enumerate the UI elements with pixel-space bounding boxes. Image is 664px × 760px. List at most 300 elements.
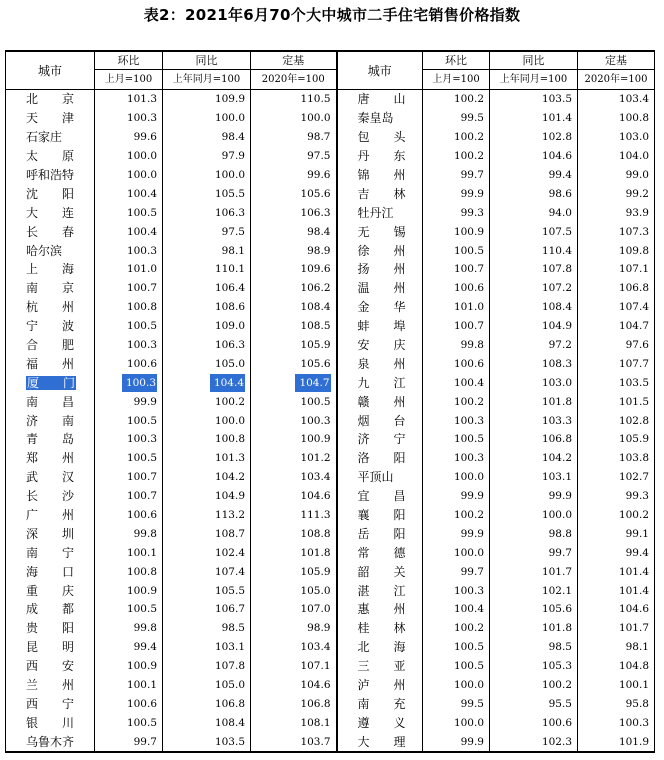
left-yoy-value: 110.1 (163, 260, 251, 279)
table-row (6, 411, 655, 430)
left-yoy-value: 106.7 (163, 600, 251, 619)
left-yoy-value: 109.0 (163, 317, 251, 336)
right-base-value: 102.7 (578, 468, 655, 487)
left-mom-value: 100.3 (95, 109, 163, 128)
right-yoy-value: 107.2 (490, 279, 578, 298)
left-mom-value: 100.4 (95, 184, 163, 203)
right-yoy-value: 103.3 (490, 411, 578, 430)
table-row (6, 166, 655, 185)
left-mom-value: 100.6 (95, 695, 163, 714)
left-base-value: 101.8 (251, 543, 337, 562)
left-city-name: 长 春 (6, 222, 95, 241)
header-yoy-left: 同比 (163, 51, 251, 70)
left-base-value: 107.0 (251, 600, 337, 619)
header-yoy-right: 同比 (490, 51, 578, 70)
right-mom-value: 100.2 (423, 392, 490, 411)
right-city-name: 徐 州 (337, 241, 423, 260)
header-base-right: 定基 (578, 51, 655, 70)
table-row (6, 638, 655, 657)
left-mom-value: 100.8 (95, 562, 163, 581)
right-city-name: 蚌 埠 (337, 317, 423, 336)
table-row (6, 241, 655, 260)
table-row (6, 581, 655, 600)
right-base-value: 100.3 (578, 713, 655, 732)
right-yoy-value: 105.6 (490, 600, 578, 619)
selected-base-value: 104.7 (295, 374, 330, 392)
left-mom-value: 100.0 (95, 147, 163, 166)
right-city-name: 济 宁 (337, 430, 423, 449)
right-city-name: 烟 台 (337, 411, 423, 430)
right-city-name: 扬 州 (337, 260, 423, 279)
left-city-name: 太 原 (6, 147, 95, 166)
left-base-value: 105.6 (251, 184, 337, 203)
left-mom-value: 100.0 (95, 166, 163, 185)
left-base-value: 105.9 (251, 562, 337, 581)
selected-mom-value: 100.3 (122, 374, 157, 392)
right-mom-value: 100.3 (423, 411, 490, 430)
left-base-value: 103.4 (251, 468, 337, 487)
right-mom-value: 99.9 (423, 487, 490, 506)
left-yoy-value: 97.5 (163, 222, 251, 241)
header-base-sub-right: 2020年=100 (578, 70, 655, 90)
right-base-value: 104.7 (578, 317, 655, 336)
right-base-value: 107.7 (578, 354, 655, 373)
right-yoy-value: 107.8 (490, 260, 578, 279)
right-mom-value: 100.5 (423, 241, 490, 260)
left-yoy-value: 105.0 (163, 354, 251, 373)
left-city-name: 深 圳 (6, 524, 95, 543)
left-mom-value: 100.1 (95, 676, 163, 695)
left-city-name: 哈尔滨 (6, 241, 95, 260)
right-yoy-value: 95.5 (490, 695, 578, 714)
right-mom-value: 100.0 (423, 676, 490, 695)
left-yoy-value: 106.4 (163, 279, 251, 298)
right-yoy-value: 97.2 (490, 336, 578, 355)
left-yoy-value: 103.1 (163, 638, 251, 657)
right-base-value: 99.2 (578, 184, 655, 203)
left-base-value: 108.4 (251, 298, 337, 317)
left-city-name: 南 宁 (6, 543, 95, 562)
left-base-value: 98.9 (251, 241, 337, 260)
right-mom-value: 100.2 (423, 147, 490, 166)
header-city-left: 城市 (6, 51, 95, 90)
header-yoy-sub-left: 上年同月=100 (163, 70, 251, 90)
left-yoy-value: 109.9 (163, 90, 251, 109)
header-mom-sub-right: 上月=100 (423, 70, 490, 90)
left-mom-value: 100.3 (95, 336, 163, 355)
right-mom-value: 100.0 (423, 713, 490, 732)
right-city-name: 丹 东 (337, 147, 423, 166)
left-city-name: 西 宁 (6, 695, 95, 714)
right-base-value: 101.5 (578, 392, 655, 411)
left-mom-value: 101.3 (95, 90, 163, 109)
right-yoy-value: 106.8 (490, 430, 578, 449)
left-city-name: 重 庆 (6, 581, 95, 600)
right-yoy-value: 110.4 (490, 241, 578, 260)
right-yoy-value: 99.4 (490, 166, 578, 185)
right-mom-value: 100.7 (423, 317, 490, 336)
left-mom-value: 100.7 (95, 279, 163, 298)
right-yoy-value: 102.3 (490, 732, 578, 752)
right-city-name: 无 锡 (337, 222, 423, 241)
right-base-value: 106.8 (578, 279, 655, 298)
table-row (6, 222, 655, 241)
right-city-name: 牡丹江 (337, 203, 423, 222)
table-row (6, 184, 655, 203)
right-yoy-value: 108.4 (490, 298, 578, 317)
right-base-value: 104.8 (578, 657, 655, 676)
right-mom-value: 100.0 (423, 543, 490, 562)
table-row (6, 562, 655, 581)
left-yoy-value: 106.8 (163, 695, 251, 714)
left-city-name: 大 连 (6, 203, 95, 222)
right-yoy-value: 103.1 (490, 468, 578, 487)
right-yoy-value: 104.9 (490, 317, 578, 336)
table-row (6, 524, 655, 543)
left-mom-value: 99.4 (95, 638, 163, 657)
right-base-value: 97.6 (578, 336, 655, 355)
right-yoy-value: 104.2 (490, 449, 578, 468)
right-yoy-value: 101.8 (490, 619, 578, 638)
left-base-value: 105.6 (251, 354, 337, 373)
left-yoy-value: 98.4 (163, 128, 251, 147)
left-yoy-value (163, 373, 251, 392)
left-yoy-value: 100.8 (163, 430, 251, 449)
left-yoy-value: 100.2 (163, 392, 251, 411)
right-mom-value: 100.0 (423, 468, 490, 487)
left-city-name: 兰 州 (6, 676, 95, 695)
table-body (6, 90, 655, 753)
right-yoy-value: 100.0 (490, 506, 578, 525)
right-yoy-value: 99.9 (490, 487, 578, 506)
table-row (6, 392, 655, 411)
left-yoy-value: 105.5 (163, 184, 251, 203)
left-base-value: 100.3 (251, 411, 337, 430)
right-city-name: 洛 阳 (337, 449, 423, 468)
left-yoy-value: 107.4 (163, 562, 251, 581)
right-yoy-value: 98.5 (490, 638, 578, 657)
right-city-name: 平顶山 (337, 468, 423, 487)
right-yoy-value: 105.3 (490, 657, 578, 676)
right-mom-value: 99.3 (423, 203, 490, 222)
right-city-name: 安 庆 (337, 336, 423, 355)
right-base-value: 101.7 (578, 619, 655, 638)
table-row (6, 128, 655, 147)
right-city-name: 韶 关 (337, 562, 423, 581)
table-row (6, 468, 655, 487)
table-row (6, 147, 655, 166)
right-city-name: 岳 阳 (337, 524, 423, 543)
right-yoy-value: 102.1 (490, 581, 578, 600)
table-row (6, 279, 655, 298)
right-base-value: 93.9 (578, 203, 655, 222)
left-city-name: 广 州 (6, 506, 95, 525)
right-city-name: 桂 林 (337, 619, 423, 638)
header-yoy-sub-right: 上年同月=100 (490, 70, 578, 90)
left-base-value (251, 373, 337, 392)
left-yoy-value: 106.3 (163, 336, 251, 355)
right-city-name: 三 亚 (337, 657, 423, 676)
left-city-name: 宁 波 (6, 317, 95, 336)
right-base-value: 100.2 (578, 506, 655, 525)
left-base-value: 105.9 (251, 336, 337, 355)
left-yoy-value: 102.4 (163, 543, 251, 562)
left-city-name: 南 京 (6, 279, 95, 298)
right-yoy-value: 94.0 (490, 203, 578, 222)
left-base-value: 98.7 (251, 128, 337, 147)
right-city-name: 惠 州 (337, 600, 423, 619)
table-row (6, 449, 655, 468)
left-base-value: 106.3 (251, 203, 337, 222)
right-base-value: 104.0 (578, 147, 655, 166)
right-yoy-value: 108.3 (490, 354, 578, 373)
left-mom-value: 99.9 (95, 392, 163, 411)
right-mom-value: 100.9 (423, 222, 490, 241)
left-city-name: 沈 阳 (6, 184, 95, 203)
left-base-value: 103.4 (251, 638, 337, 657)
left-city-name: 昆 明 (6, 638, 95, 657)
left-yoy-value: 105.0 (163, 676, 251, 695)
left-base-value: 97.5 (251, 147, 337, 166)
left-mom-value: 100.9 (95, 657, 163, 676)
right-base-value: 100.8 (578, 109, 655, 128)
left-city-name: 呼和浩特 (6, 166, 95, 185)
right-base-value: 102.8 (578, 411, 655, 430)
right-mom-value: 99.5 (423, 109, 490, 128)
right-yoy-value: 102.8 (490, 128, 578, 147)
left-base-value: 98.4 (251, 222, 337, 241)
table-row (6, 109, 655, 128)
left-yoy-value: 103.5 (163, 732, 251, 752)
table-row (6, 732, 655, 752)
table-row (6, 600, 655, 619)
left-base-value: 100.9 (251, 430, 337, 449)
left-city-name: 青 岛 (6, 430, 95, 449)
left-base-value: 108.5 (251, 317, 337, 336)
right-city-name: 北 海 (337, 638, 423, 657)
left-city-name: 银 川 (6, 713, 95, 732)
left-city-name: 贵 阳 (6, 619, 95, 638)
right-city-name: 遵 义 (337, 713, 423, 732)
right-mom-value: 100.4 (423, 600, 490, 619)
right-base-value: 105.9 (578, 430, 655, 449)
right-city-name: 大 理 (337, 732, 423, 752)
left-city-name: 乌鲁木齐 (6, 732, 95, 752)
left-mom-value: 100.3 (95, 430, 163, 449)
right-yoy-value: 98.8 (490, 524, 578, 543)
left-yoy-value: 108.4 (163, 713, 251, 732)
right-base-value: 109.8 (578, 241, 655, 260)
right-base-value: 99.1 (578, 524, 655, 543)
right-yoy-value: 101.4 (490, 109, 578, 128)
right-mom-value: 99.5 (423, 695, 490, 714)
left-yoy-value: 105.5 (163, 581, 251, 600)
right-mom-value: 100.2 (423, 506, 490, 525)
left-base-value: 101.2 (251, 449, 337, 468)
right-mom-value: 99.8 (423, 336, 490, 355)
left-mom-value: 100.4 (95, 222, 163, 241)
right-city-name: 襄 阳 (337, 506, 423, 525)
left-yoy-value: 107.8 (163, 657, 251, 676)
left-mom-value: 100.5 (95, 600, 163, 619)
right-base-value: 95.8 (578, 695, 655, 714)
table-row (6, 713, 655, 732)
right-mom-value: 99.7 (423, 562, 490, 581)
table-row (6, 430, 655, 449)
right-yoy-value: 99.7 (490, 543, 578, 562)
left-mom-value: 99.8 (95, 619, 163, 638)
right-base-value: 103.0 (578, 128, 655, 147)
right-base-value: 107.1 (578, 260, 655, 279)
left-base-value: 100.0 (251, 109, 337, 128)
right-mom-value: 100.6 (423, 279, 490, 298)
right-base-value: 101.9 (578, 732, 655, 752)
left-mom-value: 99.7 (95, 732, 163, 752)
left-base-value: 100.5 (251, 392, 337, 411)
left-city-name: 西 安 (6, 657, 95, 676)
right-mom-value: 100.3 (423, 449, 490, 468)
left-mom-value: 100.5 (95, 713, 163, 732)
right-mom-value: 100.7 (423, 260, 490, 279)
right-yoy-value: 98.6 (490, 184, 578, 203)
right-yoy-value: 107.5 (490, 222, 578, 241)
table-title: 表2：2021年6月70个大中城市二手住宅销售价格指数 (143, 6, 521, 24)
right-mom-value: 100.5 (423, 430, 490, 449)
right-yoy-value: 100.2 (490, 676, 578, 695)
left-mom-value: 100.6 (95, 354, 163, 373)
left-base-value: 104.6 (251, 676, 337, 695)
left-mom-value: 100.6 (95, 506, 163, 525)
right-base-value: 98.1 (578, 638, 655, 657)
header-mom-sub-left: 上月=100 (95, 70, 163, 90)
left-yoy-value: 100.0 (163, 109, 251, 128)
table-row (6, 298, 655, 317)
right-city-name: 常 德 (337, 543, 423, 562)
left-yoy-value: 106.3 (163, 203, 251, 222)
left-mom-value: 101.0 (95, 260, 163, 279)
table-row (6, 487, 655, 506)
right-mom-value: 100.3 (423, 581, 490, 600)
left-mom-value: 100.3 (95, 241, 163, 260)
left-yoy-value: 104.9 (163, 487, 251, 506)
table-row (6, 336, 655, 355)
right-city-name: 唐 山 (337, 90, 423, 109)
table-row (6, 354, 655, 373)
right-city-name: 秦皇岛 (337, 109, 423, 128)
price-index-table (5, 50, 655, 753)
right-city-name: 九 江 (337, 373, 423, 392)
header-base-left: 定基 (251, 51, 337, 70)
right-base-value: 99.4 (578, 543, 655, 562)
right-base-value: 107.3 (578, 222, 655, 241)
left-base-value: 107.1 (251, 657, 337, 676)
right-yoy-value: 103.0 (490, 373, 578, 392)
left-base-value: 105.0 (251, 581, 337, 600)
left-mom-value: 99.8 (95, 524, 163, 543)
left-mom-value: 100.7 (95, 468, 163, 487)
table-row (6, 543, 655, 562)
right-city-name: 宜 昌 (337, 487, 423, 506)
table-row (6, 90, 655, 109)
selected-yoy-value: 104.4 (210, 374, 245, 392)
left-mom-value: 100.5 (95, 203, 163, 222)
left-mom-value: 100.5 (95, 449, 163, 468)
right-city-name: 锦 州 (337, 166, 423, 185)
left-city-name: 武 汉 (6, 468, 95, 487)
left-yoy-value: 104.2 (163, 468, 251, 487)
left-mom-value: 100.5 (95, 317, 163, 336)
header-base-sub-left: 2020年=100 (251, 70, 337, 90)
left-yoy-value: 100.0 (163, 411, 251, 430)
left-city-name: 长 沙 (6, 487, 95, 506)
right-base-value: 103.8 (578, 449, 655, 468)
right-base-value: 107.4 (578, 298, 655, 317)
left-mom-value: 100.5 (95, 411, 163, 430)
right-base-value: 99.3 (578, 487, 655, 506)
right-base-value: 100.1 (578, 676, 655, 695)
left-city-name: 南 昌 (6, 392, 95, 411)
table-row (6, 619, 655, 638)
right-yoy-value: 103.5 (490, 90, 578, 109)
left-base-value: 98.9 (251, 619, 337, 638)
left-yoy-value: 101.3 (163, 449, 251, 468)
left-mom-value: 100.1 (95, 543, 163, 562)
left-mom-value: 100.9 (95, 581, 163, 600)
table-row (6, 373, 655, 392)
right-mom-value: 100.2 (423, 128, 490, 147)
right-city-name: 泉 州 (337, 354, 423, 373)
right-city-name: 湛 江 (337, 581, 423, 600)
left-base-value: 109.6 (251, 260, 337, 279)
right-yoy-value: 101.7 (490, 562, 578, 581)
left-base-value: 106.2 (251, 279, 337, 298)
left-city-name (6, 373, 95, 392)
right-yoy-value: 100.6 (490, 713, 578, 732)
left-base-value: 103.7 (251, 732, 337, 752)
right-city-name: 吉 林 (337, 184, 423, 203)
left-base-value: 110.5 (251, 90, 337, 109)
left-city-name: 成 都 (6, 600, 95, 619)
left-city-name: 北 京 (6, 90, 95, 109)
left-yoy-value: 97.9 (163, 147, 251, 166)
right-base-value: 103.5 (578, 373, 655, 392)
right-mom-value: 100.4 (423, 373, 490, 392)
left-base-value: 104.6 (251, 487, 337, 506)
right-mom-value: 100.2 (423, 90, 490, 109)
right-mom-value: 99.9 (423, 732, 490, 752)
right-mom-value: 101.0 (423, 298, 490, 317)
left-mom-value: 100.7 (95, 487, 163, 506)
header-mom-right: 环比 (423, 51, 490, 70)
right-mom-value: 99.9 (423, 524, 490, 543)
right-city-name: 包 头 (337, 128, 423, 147)
header-mom-left: 环比 (95, 51, 163, 70)
left-mom-value: 100.8 (95, 298, 163, 317)
left-yoy-value: 98.1 (163, 241, 251, 260)
left-city-name: 杭 州 (6, 298, 95, 317)
right-mom-value: 100.5 (423, 657, 490, 676)
left-yoy-value: 108.7 (163, 524, 251, 543)
right-city-name: 赣 州 (337, 392, 423, 411)
table-row (6, 676, 655, 695)
right-city-name: 泸 州 (337, 676, 423, 695)
left-yoy-value: 98.5 (163, 619, 251, 638)
left-base-value: 108.8 (251, 524, 337, 543)
table-row (6, 657, 655, 676)
left-city-name: 天 津 (6, 109, 95, 128)
left-mom-value (95, 373, 163, 392)
left-city-name: 上 海 (6, 260, 95, 279)
